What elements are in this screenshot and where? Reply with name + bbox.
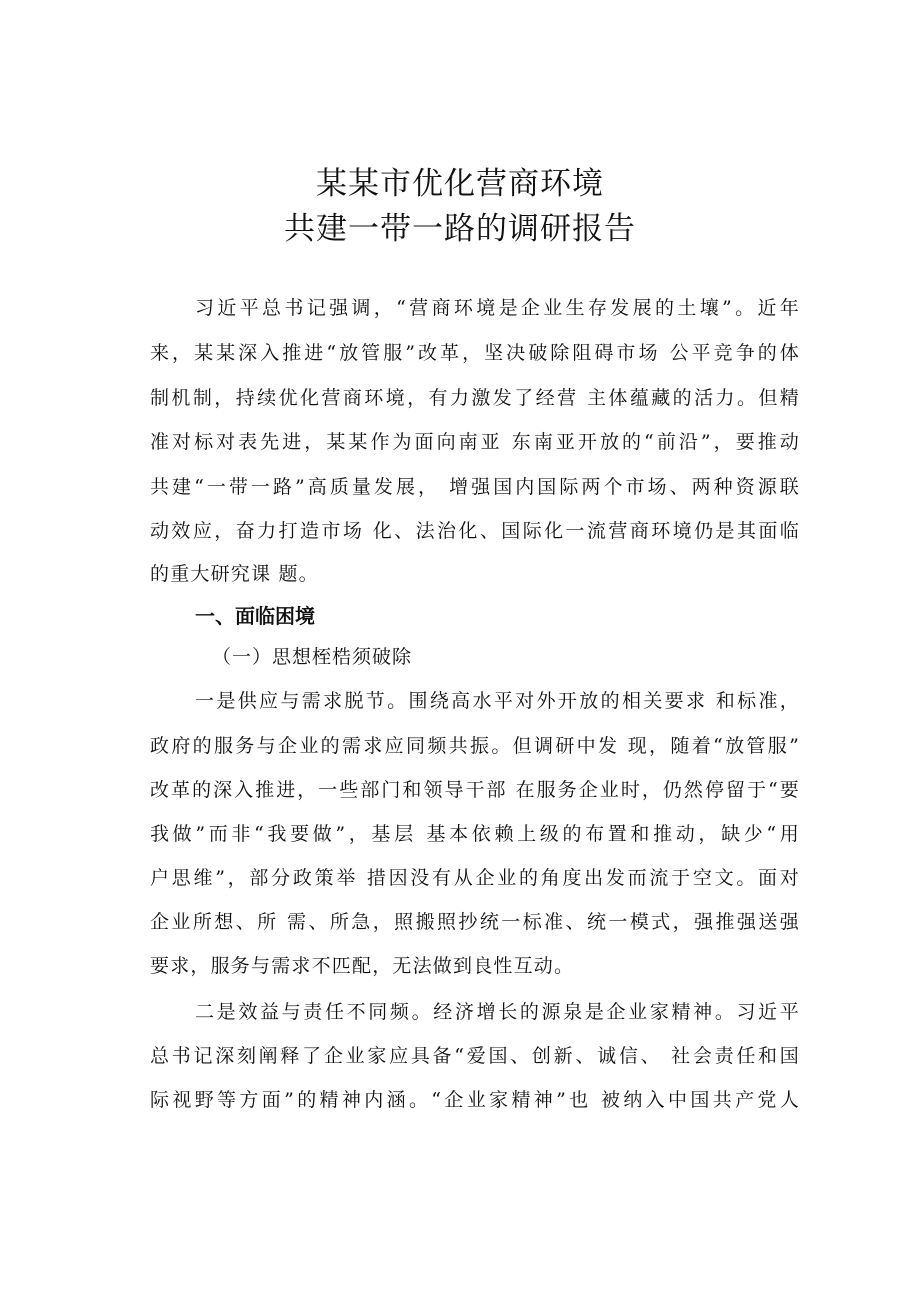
section-heading: 一、面临困境 bbox=[195, 604, 315, 628]
para1-line-5: 户思维”，部分政策举 措因没有从企业的角度出发而流于空文。面对 bbox=[150, 867, 800, 889]
para2-line-1: 二是效益与责任不同频。经济增长的源泉是企业家精神。习近平 bbox=[195, 1001, 800, 1023]
title-line-2: 共建一带一路的调研报告 bbox=[284, 211, 636, 247]
intro-line-3: 制机制，持续优化营商环境，有力激发了经营 主体蕴藏的活力。但精 bbox=[150, 387, 800, 409]
subsection-heading: （一）思想桎梏须破除 bbox=[212, 646, 413, 668]
intro-line-6: 动效应，奋力打造市场 化、法治化、国际化一流营商环境仍是其面临 bbox=[150, 520, 800, 542]
intro-line-4: 准对标对表先进，某某作为面向南亚 东南亚开放的“前沿”，要推动 bbox=[150, 431, 800, 453]
para2-line-2: 总书记深刻阐释了企业家应具备“爱国、创新、诚信、 社会责任和国 bbox=[150, 1045, 800, 1067]
intro-line-5: 共建“一带一路”高质量发展， 增强国内国际两个市场、两种资源联 bbox=[150, 476, 800, 498]
para1-line-6: 企业所想、所 需、所急，照搬照抄统一标准、统一模式，强推强送强 bbox=[150, 911, 800, 933]
title-line-1: 某某市优化营商环境 bbox=[316, 166, 604, 202]
para1-line-4: 我做”而非“我要做”，基层 基本依赖上级的布置和推动，缺少“用 bbox=[150, 823, 800, 845]
intro-line-7: 的重大研究课 题。 bbox=[150, 563, 319, 585]
para1-line-7: 要求，服务与需求不匹配，无法做到良性互动。 bbox=[150, 955, 575, 977]
intro-line-1: 习近平总书记强调，“营商环境是企业生存发展的土壤”。近年 bbox=[195, 297, 800, 319]
intro-line-2: 来，某某深入推进“放管服”改革，坚决破除阻碍市场 公平竞争的体 bbox=[150, 342, 800, 364]
para1-line-3: 改革的深入推进，一些部门和领导干部 在服务企业时，仍然停留于“要 bbox=[150, 779, 800, 801]
para2-line-3: 际视野等方面”的精神内涵。“企业家精神”也 被纳入中国共产党人 bbox=[150, 1089, 800, 1111]
para1-line-2: 政府的服务与企业的需求应同频共振。但调研中发 现，随着“放管服” bbox=[150, 735, 800, 757]
para1-line-1: 一是供应与需求脱节。围绕高水平对外开放的相关要求 和标准， bbox=[195, 690, 800, 712]
